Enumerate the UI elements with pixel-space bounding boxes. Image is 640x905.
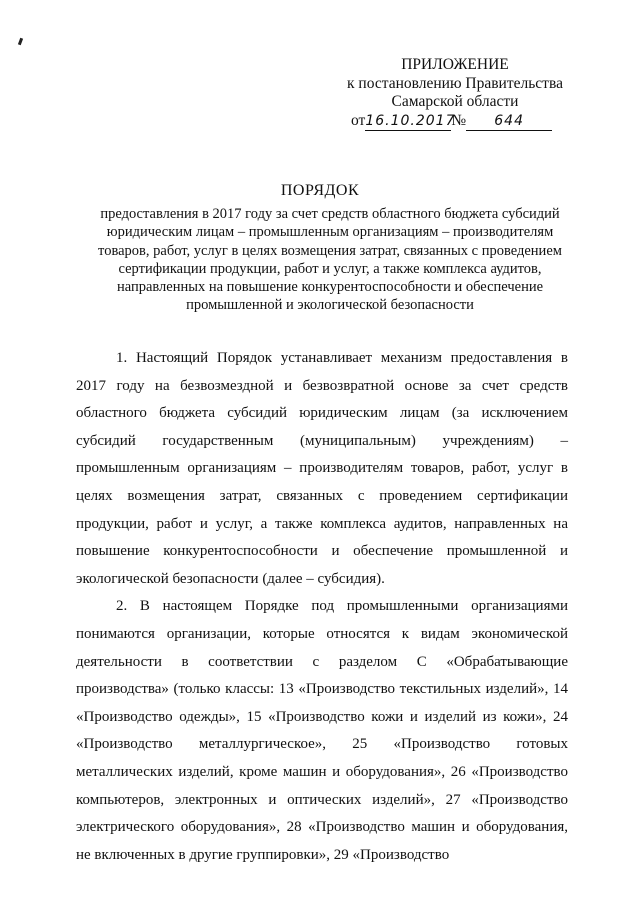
document-subtitle <box>60 205 600 315</box>
appendix-date-line <box>351 112 570 132</box>
subtitle-line: товаров, работ, услуг в целях возмещения затрат, связанных с проведением <box>98 242 562 259</box>
date-prefix: от <box>351 111 366 129</box>
paragraph-2: 2. В настоящем Порядке под промышленными организациями понимаются организации, которые относятся к видам экономической деятельности в соответствии с разделом С «Обрабатывающие производства» (только классы: 13 «Производство текстильных изделий», 14 «Производство одежды», 15 «Производство кожи и изделий из кожи», 24 «Производство металлургическое», 25 «Производство готовых металлических изделий, кроме машин и оборудования», 26 «Производство компьютеров, электронных и оптических изделий», 27 «Производство электрического оборудования», 28 «Производство машин и оборудования, не включенных в другие группировки», 29 «Производство <box>76 598 568 863</box>
subtitle-line: предоставления в 2017 году за счет средств областного бюджета субсидий <box>100 206 560 222</box>
number-value: 644 <box>466 112 552 132</box>
subtitle-line: промышленной и экологической безопасности <box>186 297 474 314</box>
number-prefix: № <box>451 111 467 129</box>
paragraph-1: 1. Настоящий Порядок устанавливает механизм предоставления в 2017 году на безвозмездной и безвозвратной основе за счет средств областного бюджета субсидий юридическим лицам (за исключением субсидий государственным (муниципальным) учреждениям) – промышленным организациям – производителям товаров, работ, услуг в целях возмещения затрат, связанных с проведением сертификации продукции, работ и услуг, а также комплекса аудитов, направленных на повышение конкурентоспособности и обеспечение промышленной и экологической безопасности (далее – субсидия). <box>76 350 568 587</box>
appendix-line-2: Самарской области <box>391 93 519 110</box>
appendix-line-1: к постановлению Правительства <box>347 74 563 92</box>
subtitle-line: сертификации продукции, работ и услуг, а также комплекса аудитов, <box>118 260 542 277</box>
subtitle-line: направленных на повышение конкурентоспособности и обеспечение <box>116 279 544 296</box>
margin-mark <box>18 38 23 46</box>
appendix-block <box>340 56 570 131</box>
document-body <box>76 345 568 869</box>
date-value: 16.10.2017 <box>365 112 451 132</box>
subtitle-line: юридическим лицам – промышленным организациям – производителям <box>106 224 554 241</box>
appendix-heading: ПРИЛОЖЕНИЕ <box>401 56 509 73</box>
document-title: ПОРЯДОК <box>280 182 360 199</box>
